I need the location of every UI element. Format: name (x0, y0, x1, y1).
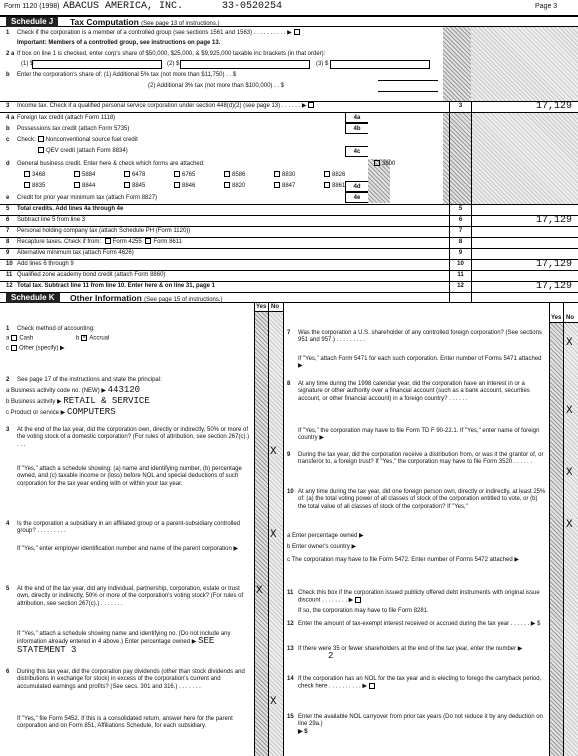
form-checkbox[interactable] (24, 171, 30, 177)
k10-no-mark[interactable]: X (566, 519, 573, 531)
j-forms-row-2: 8835 8844 8845 8846 8820 8847 8861 (0, 181, 400, 192)
form-checkbox[interactable] (324, 182, 330, 188)
k-item-15: 15 Enter the available NOL carryover from prior tax years (Do not reduce it by any deduction on line 29a.) ▶ $ (287, 714, 543, 735)
product-service: COMPUTERS (66, 407, 116, 417)
j-line-4b: b Possessions tax credit (attach Form 5735) (6, 126, 130, 132)
k9-no-mark[interactable]: X (566, 467, 573, 479)
k-item-11-instructions: If so, the corporation may have to file Form 8281. (298, 608, 429, 614)
j-line-4d: d General business credit. Enter here & check which forms are attached: 3800 (6, 161, 396, 167)
yes-column-shade (550, 322, 563, 756)
k7-no-mark[interactable]: X (566, 337, 573, 349)
k-item-10b: b Enter owner's country ▶ (287, 544, 357, 550)
controlled-group-checkbox[interactable] (294, 29, 300, 35)
k8-no-mark[interactable]: X (566, 405, 573, 417)
k-item-4: 4 Is the corporation a subsidiary in an affiliated group or a parent-subsidiary controlled group? . . . . . . . . . (6, 521, 241, 535)
k-item-10: 10 At any time during the tax year, did one foreign person own, directly or indirectly, at least 25% of: (a) the total voting power of all classes of stock of the corporation entitled to vote, or (b) the total value of all classes of stock of the corporation? If "Yes," (287, 489, 546, 510)
shaded-amount (471, 112, 578, 204)
line-10-amount: 17,129 (535, 259, 572, 270)
line-6-amount: 17,129 (535, 215, 572, 226)
form-checkbox[interactable] (274, 182, 280, 188)
k6-no-mark[interactable]: X (270, 696, 277, 708)
k-item-8-instructions: If "Yes," the corporation may have to file Form TD F 90-22.1. If "Yes," enter name of foreign country ▶ (298, 428, 540, 442)
no-column-shade (564, 322, 578, 756)
line-12-amount: 17,129 (535, 281, 572, 292)
schedule-j-header (0, 16, 578, 27)
j-line-7: 7 Personal holding company tax (attach Schedule PH (Form 1120)) 7 (0, 226, 578, 237)
form-checkbox[interactable] (74, 182, 80, 188)
schedule-j-title: Tax Computation (See page 13 of instructions.) (70, 17, 220, 27)
j-line-5: 5 Total credits. Add lines 4a through 4e 5 (0, 204, 578, 215)
percentage-owned: SEE STATEMENT 3 (17, 636, 215, 655)
fuel-credit-checkbox[interactable] (38, 136, 44, 142)
k-item-6: 6 During this tax year, did the corporation pay dividends (other than stock dividends and distributions in exchange for stock) in excess of the corporation's current and accumulated earnings and profits? (See secs. 301 and 316.) . . . . . . . (6, 669, 245, 690)
j-line-2b2: (2) Additional 3% tax (not more than $100,000) . . $ (0, 81, 440, 92)
k-item-14: 14 If the corporation has an NOL for the tax year and is electing to forego the carryback period, check here . . . . . . . . . . ▶ (287, 676, 542, 690)
nol-election-checkbox[interactable] (369, 683, 375, 689)
business-activity: RETAIL & SERVICE (63, 396, 150, 406)
other-method-checkbox[interactable] (11, 345, 17, 351)
schedule-k-title: Other Information (See page 15 of instructions.) (70, 293, 223, 303)
j-line-4a: 4 a Foreign tax credit (attach Form 1118) (6, 115, 116, 121)
psc-checkbox[interactable] (308, 102, 314, 108)
bracket-3-field[interactable] (330, 60, 430, 69)
k-item-13: 13 If there were 35 or fewer shareholders at the end of the tax year, enter the number ▶ 2 (287, 646, 523, 662)
j-line-4c: c Check: Nonconventional source fuel credit (6, 137, 138, 143)
activity-code: 443120 (107, 385, 141, 395)
form-checkbox[interactable] (124, 182, 130, 188)
form-checkbox[interactable] (224, 182, 230, 188)
k-item-11: 11 Check this box if the corporation issued publicly offered debt instruments with original issue discount . . . . . . . . ▶ (287, 590, 540, 604)
form-8611-checkbox[interactable] (145, 238, 151, 244)
form-checkbox[interactable] (274, 171, 280, 177)
page-number: Page 3 (535, 3, 558, 10)
oid-checkbox[interactable] (355, 597, 361, 603)
j-line-10: 10 Add lines 6 through 9 10 17,129 (0, 259, 578, 270)
schedule-k-header (0, 292, 578, 303)
j-line-6: 6 Subtract line 5 from line 3 6 17,129 (0, 215, 578, 226)
j-line-1: 1 Check if the corporation is a member of a controlled group (see sections 1561 and 1563) . . . . . . . . . . ▶ (0, 28, 578, 39)
k5-yes-mark[interactable]: X (256, 585, 263, 597)
shaded-column (443, 112, 471, 204)
form-4255-checkbox[interactable] (105, 238, 111, 244)
ein: 33-0520254 (222, 1, 283, 12)
k-item-4-instructions: If "Yes," enter employer identification number and name of the parent corporation ▶ (17, 546, 239, 552)
qev-checkbox[interactable] (38, 147, 44, 153)
j-line-2b1: b Enter the corporation's share of: (1) Additional 5% tax (not more than $11,750) . . $ (0, 70, 440, 81)
schedule-j-tag: Schedule J (6, 17, 58, 27)
form-checkbox[interactable] (374, 160, 380, 166)
form-checkbox[interactable] (174, 182, 180, 188)
company-name: ABACUS AMERICA, INC. (63, 1, 184, 12)
k-item-7-instructions: If "Yes," attach Form 5471 for each such corporation. Enter number of Forms 5471 attached ▶ (298, 356, 542, 370)
k-item-10a: a Enter percentage owned ▶ (287, 533, 364, 539)
k-item-5: 5 At the end of the tax year, did any individual, partnership, corporation, estate or trust own, directly or indirectly, 50% or more of the corporation's voting stock? (For rules of attribution, see section 267(c).) . . . . . . . (6, 586, 244, 607)
k3-no-mark[interactable]: X (270, 446, 277, 458)
form-checkbox[interactable] (124, 171, 130, 177)
j-line-4e: e Credit for prior year minimum tax (attach Form 8827) (6, 195, 158, 201)
accrual-checkbox[interactable]: × (82, 335, 87, 341)
k-item-7: 7 Was the corporation a U.S. shareholder of any controlled foreign corporation? (See sections 951 and 957.) . . . . . . . . . (287, 330, 542, 344)
schedule-k-tag: Schedule K (6, 293, 60, 303)
j-line-12: 12 Total tax. Subtract line 11 from line 10. Enter here & on line 31, page 1 12 17,129 (0, 281, 578, 292)
k-item-9: 9 During the tax year, did the corporation receive a distribution from, or was it the grantor of, or transferor to, a foreign trust? If "Yes," the corporation may have to file Form 3520 . . . . . . (287, 452, 544, 466)
j-forms-row-1: 3468 5884 6478 6765 8586 8830 8826 (0, 170, 400, 181)
k-item-8: 8 At any time during the 1998 calendar year, did the corporation have an interest in or a signature or other authority over a financial account (such as a bank account, securities account, or other financial account) in a foreign country? . . . . . . (287, 381, 530, 402)
cash-checkbox[interactable] (11, 335, 17, 341)
form-checkbox[interactable] (324, 171, 330, 177)
bracket-1-field[interactable] (32, 60, 162, 69)
form-checkbox[interactable] (74, 171, 80, 177)
j-line-2a-cells: (1) $ (2) $ (3) $ (0, 59, 440, 70)
form-checkbox[interactable] (174, 171, 180, 177)
form-checkbox[interactable] (224, 171, 230, 177)
k-item-3-instructions: If "Yes," attach a schedule showing: (a) name and identifying number, (b) percentage owned, and (c) taxable income or (loss) before NOL and special deductions of such corporation for the tax year ending with or within your tax year. (17, 466, 242, 487)
k-item-6-instructions: If "Yes," file Form 5452. If this is a consolidated return, answer here for the parent corporation and on Form 851, Affiliations Schedule, for each subsidiary. (17, 716, 233, 730)
k-item-5-instructions: If "Yes," attach a schedule showing name and identifying no. (Do not include any information already entered in 4 above.) Enter percentage owned ▶ SEE STATEMENT 3 (17, 631, 231, 655)
form-checkbox[interactable] (24, 182, 30, 188)
k-item-12: 12 Enter the amount of tax-exempt interest received or accrued during the tax year . . . . . . ▶ $ (287, 621, 541, 627)
yes-column-shade (255, 311, 268, 756)
bracket-2-field[interactable] (180, 60, 310, 69)
j-line-8: 8 Recapture taxes. Check if from: Form 4255 Form 8611 8 (0, 237, 578, 248)
k-item-10c: c The corporation may have to file Form 5472. Enter number of Forms 5472 attached ▶ (287, 557, 519, 563)
page-header (0, 0, 578, 16)
j-line-11: 11 Qualified zone academy bond credit (attach Form 8860) 11 (0, 270, 578, 281)
form-id: Form 1120 (1998) (4, 3, 60, 10)
line-3-amount: 17,129 (535, 101, 572, 112)
j-line-4c-qev: QEV credit (attach Form 8834) (0, 146, 400, 157)
shareholder-count: 2 (328, 651, 334, 662)
j-line-9: 9 Alternative minimum tax (attach Form 4626) 9 (0, 248, 578, 259)
k-item-3: 3 At the end of the tax year, did the corporation own, directly or indirectly, 50% or more of the voting stock of a domestic corporation? (For rules of attribution, see section 267(c).) . . . (6, 427, 250, 448)
k4-no-mark[interactable]: X (270, 529, 277, 541)
j-line-3: 3 Income tax. Check if a qualified personal service corporation under section 448(d)(2) (see page 13) . . . . . . ▶ 3 17,129 (0, 101, 578, 112)
